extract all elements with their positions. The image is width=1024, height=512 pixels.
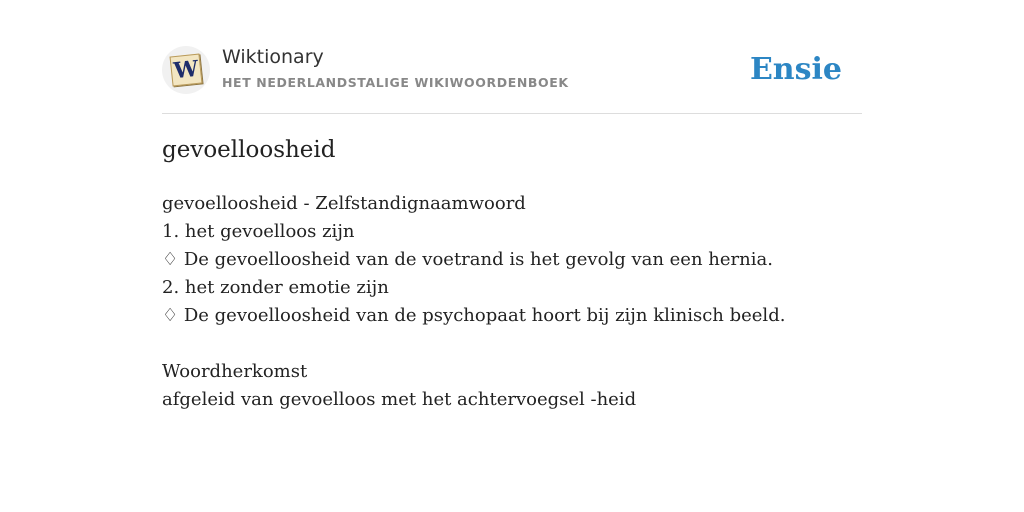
entry-content <box>162 190 862 414</box>
spacer <box>162 330 862 358</box>
logo-letter: W <box>172 55 200 85</box>
definition-1: 1. het gevoelloos zijn <box>162 221 355 242</box>
definition-1-example: ♢ De gevoelloosheid van de voetrand is het gevolg van een hernia. <box>162 249 773 270</box>
ensie-brand-link[interactable]: Ensie <box>749 52 842 87</box>
site-name[interactable]: Wiktionary <box>222 46 324 68</box>
site-tagline: HET NEDERLANDSTALIGE WIKIWOORDENBOEK <box>222 75 569 90</box>
wiktionary-logo-icon[interactable] <box>162 46 210 94</box>
etymology-heading: Woordherkomst <box>162 361 308 382</box>
logo-tile <box>170 54 203 87</box>
page-title: gevoelloosheid <box>162 137 336 163</box>
definition-2-example: ♢ De gevoelloosheid van de psychopaat hoort bij zijn klinisch beeld. <box>162 305 786 326</box>
page <box>162 0 862 410</box>
etymology-text: afgeleid van gevoelloos met het achtervoegsel -heid <box>162 389 637 410</box>
entry-heading: gevoelloosheid - Zelfstandignaamwoord <box>162 193 526 214</box>
definition-2: 2. het zonder emotie zijn <box>162 277 389 298</box>
site-header <box>162 0 862 114</box>
